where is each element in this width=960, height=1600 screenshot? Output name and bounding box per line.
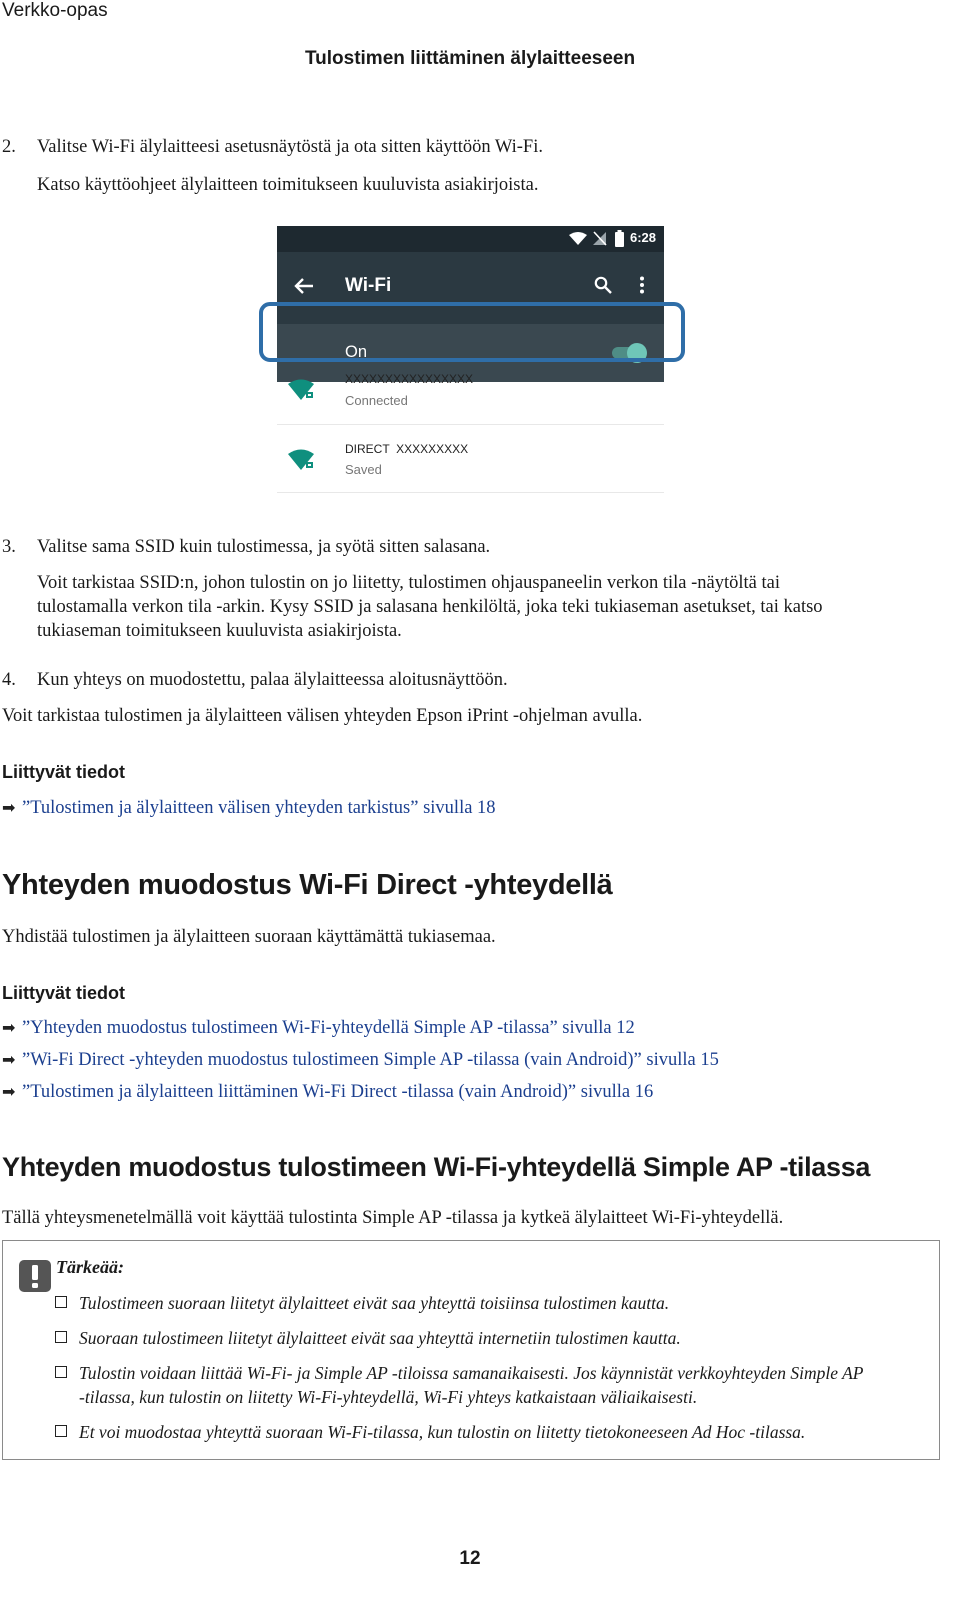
link-text[interactable]: ”Tulostimen ja älylaitteen välisen yhteyden tarkistus” sivulla 18 [22,798,496,818]
section-intro: Tällä yhteysmenetelmällä voit käyttää tulostinta Simple AP -tilassa ja kytkeä älylaitteet Wi-Fi-yhteydellä. [2,1208,784,1228]
step-text: Kun yhteys on muodostettu, palaa älylaitteessa aloitusnäyttöön. [37,670,508,690]
link-text[interactable]: ”Tulostimen ja älylaitteen liittäminen Wi-Fi Direct -tilassa (vain Android)” sivulla 16 [22,1082,654,1102]
step-2 [0,135,930,159]
link-text[interactable]: ”Yhteyden muodostus tulostimeen Wi-Fi-yhteydellä Simple AP -tilassa” sivulla 12 [22,1018,635,1038]
warning-icon [19,1260,51,1292]
step-number: 3. [2,537,16,557]
arrow-right-icon: ➡ [2,1050,16,1069]
item-text: Tulostin voidaan liittää Wi-Fi- ja Simple AP -tiloissa samanaikaisesti. Jos käynnistät verkkoyhteyden Simple AP [79,1363,864,1383]
link-text[interactable]: ”Wi-Fi Direct -yhteyden muodostus tulostimeen Simple AP -tilassa (vain Android)” sivulla 15 [22,1050,719,1070]
status-bar [277,226,664,252]
arrow-right-icon: ➡ [2,1018,16,1037]
step-4 [0,668,930,692]
checkbox-bullet-icon [55,1366,67,1378]
search-icon[interactable] [594,276,612,294]
signal-icon [593,231,607,246]
important-item [55,1291,925,1315]
important-item [55,1326,925,1350]
section-title: Tulostimen liittäminen älylaitteeseen [304,48,636,69]
step-text: Valitse Wi-Fi älylaitteesi asetusnäytöstä ja ota sitten käyttöön Wi-Fi. [37,137,543,157]
step-number: 2. [2,137,16,157]
important-item [55,1361,925,1409]
section-heading: Yhteyden muodostus Wi-Fi Direct -yhteydellä [2,869,613,901]
app-title: Wi-Fi [345,275,392,296]
step-3 [0,535,930,559]
item-text: Suoraan tulostimeen liitetyt älylaitteet eivät saa yhteyttä internetiin tulostimen kautta. [79,1328,681,1348]
item-text: Et voi muodostaa yhteyttä suoraan Wi-Fi-tilassa, kun tulostin on liitetty tietokoneeseen Ad Hoc -tilassa. [79,1422,806,1442]
important-item [55,1420,925,1444]
divider [277,492,664,493]
checkbox-bullet-icon [55,1331,67,1343]
network-status: Saved [345,462,382,477]
wifi-icon [288,449,314,471]
checkbox-bullet-icon [55,1425,67,1437]
divider [277,424,664,425]
page-number: 12 [459,1548,481,1569]
step-number: 4. [2,670,16,690]
iprint-note: Voit tarkistaa tulostimen ja älylaitteen välisen yhteyden Epson iPrint -ohjelman avulla. [2,706,643,726]
related-info-heading: Liittyvät tiedot [2,762,126,782]
related-link[interactable] [2,1048,719,1072]
item-text: Tulostimeen suoraan liitetyt älylaitteet eivät saa yhteyttä toisiinsa tulostimen kautta. [79,1293,670,1313]
doc-title: Verkko-opas [2,0,108,21]
highlight-frame [259,302,685,362]
wifi-icon [288,379,314,401]
step-text: Valitse sama SSID kuin tulostimessa, ja syötä sitten salasana. [37,537,491,557]
related-link[interactable] [2,1016,635,1040]
arrow-left-icon[interactable] [294,277,314,295]
section-heading: Yhteyden muodostus tulostimeen Wi-Fi-yhteydellä Simple AP -tilassa [2,1152,871,1182]
important-label: Tärkeää: [56,1257,124,1277]
step-3-note-line: tulostamalla verkon tila -arkin. Kysy SSID ja salasana henkilöltä, joka teki tukiaseman asetukset, tai katso [37,597,823,617]
related-info-heading: Liittyvät tiedot [2,983,126,1003]
related-link[interactable] [2,796,496,820]
arrow-right-icon: ➡ [2,798,16,817]
related-link[interactable] [2,1080,653,1104]
network-ssid: XXXXXXXXXXXXXXXX [345,372,474,386]
step-2-note: Katso käyttöohjeet älylaitteen toimitukseen kuuluvista asiakirjoista. [37,175,539,195]
checkbox-bullet-icon [55,1296,67,1308]
battery-icon [615,230,624,247]
arrow-right-icon: ➡ [2,1082,16,1101]
item-text: -tilassa, kun tulostin on liitetty Wi-Fi-yhteydellä, Wi-Fi yhteys katkaistaan väliaikaisesti. [79,1387,698,1407]
step-3-note-line: tukiaseman toimitukseen kuuluvista asiakirjoista. [37,621,402,641]
network-item[interactable] [277,436,664,494]
network-ssid: DIRECT XXXXXXXXX [345,442,469,456]
status-time: 6:28 [630,230,657,245]
toggle-label: On [345,343,368,361]
step-3-note-line: Voit tarkistaa SSID:n, johon tulostin on jo liitetty, tulostimen ohjauspaneelin verkon tila -näytöltä tai [37,573,780,593]
network-item[interactable] [277,366,664,424]
network-status: Connected [345,393,408,408]
section-intro: Yhdistää tulostimen ja älylaitteen suoraan käyttämättä tukiasemaa. [2,927,496,947]
wifi-icon [569,232,587,246]
more-vert-icon[interactable] [639,276,645,294]
